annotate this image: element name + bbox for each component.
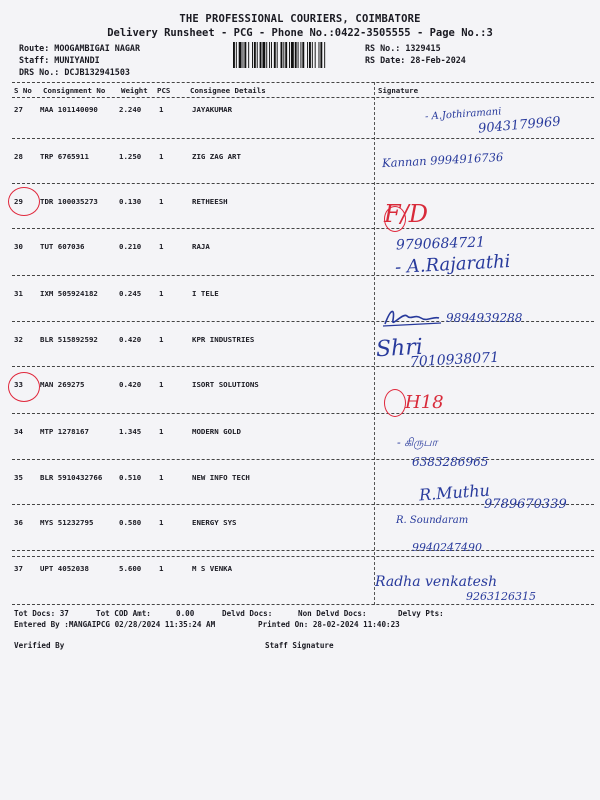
handwritten-signature: R. Soundaram	[396, 515, 469, 526]
cell-weight: 0.130	[119, 197, 142, 206]
cell-consignment-no: TUT 607036	[40, 242, 85, 251]
handwritten-phone: 6383286965	[412, 455, 489, 469]
divider	[12, 97, 594, 98]
handwritten-signature: - A.Rajarathi	[394, 250, 511, 279]
non-delivered-docs: Non Delvd Docs:	[298, 609, 367, 618]
cell-sno: 37	[14, 564, 23, 573]
cell-pcs: 1	[159, 564, 164, 573]
col-header-consignment: Consignment No	[43, 86, 106, 95]
divider	[12, 604, 594, 605]
row-divider	[12, 459, 594, 460]
staff-signature: Staff Signature	[265, 641, 334, 650]
row-divider	[12, 275, 594, 276]
row-divider	[12, 366, 594, 367]
col-header-sno: S No	[14, 86, 32, 95]
total-cod-value: 0.00	[176, 609, 195, 618]
entered-by: Entered By :MANGAIPCG 02/28/2024 11:35:24 AM	[14, 620, 216, 629]
col-header-signature: Signature	[378, 86, 419, 95]
col-header-pcs: PCS	[157, 86, 171, 95]
cell-weight: 0.210	[119, 242, 142, 251]
cell-consignment-no: MYS 51232795	[40, 518, 94, 527]
cell-sno: 35	[14, 473, 23, 482]
cell-consignee: ENERGY SYS	[192, 518, 237, 527]
cell-pcs: 1	[159, 152, 164, 161]
handwritten-phone: 9790684721	[395, 234, 486, 254]
cell-consignment-no: BLR 515892592	[40, 335, 98, 344]
cell-weight: 0.510	[119, 473, 142, 482]
drs-field: DRS No.: DCJB132941503	[19, 67, 130, 77]
barcode-icon	[233, 42, 357, 68]
staff-field: Staff: MUNIYANDI	[19, 55, 100, 65]
cell-consignee: ZIG ZAG ART	[192, 152, 241, 161]
cell-consignee: M S VENKA	[192, 564, 233, 573]
cell-sno: 31	[14, 289, 23, 298]
cell-pcs: 1	[159, 105, 164, 114]
red-circle-mark	[8, 372, 40, 402]
cell-consignment-no: BLR 5910432766	[40, 473, 103, 482]
cell-consignee: JAYAKUMAR	[192, 105, 233, 114]
handwritten-phone: 9894939288	[446, 311, 523, 325]
rs-number: RS No.: 1329415	[365, 43, 441, 53]
cell-pcs: 1	[159, 518, 164, 527]
cell-weight: 0.420	[119, 335, 142, 344]
cell-weight: 1.345	[119, 427, 142, 436]
cell-consignment-no: MTP 1278167	[40, 427, 89, 436]
cell-pcs: 1	[159, 427, 164, 436]
cell-consignment-no: TRP 6765911	[40, 152, 89, 161]
cell-pcs: 1	[159, 242, 164, 251]
row-divider	[12, 413, 594, 414]
handwritten-signature: - A.Jothiramani	[424, 106, 502, 123]
cell-sno: 36	[14, 518, 23, 527]
row-divider	[12, 183, 594, 184]
cell-consignee: RETHEESH	[192, 197, 228, 206]
handwritten-signature: R.Muthu	[418, 480, 491, 505]
cell-consignee: I TELE	[192, 289, 219, 298]
verified-by: Verified By	[14, 641, 65, 650]
red-circle-mark	[8, 187, 40, 216]
handwritten-phone: 9043179969	[477, 114, 562, 137]
cell-sno: 30	[14, 242, 23, 251]
handwritten-phone: 7010938071	[409, 349, 500, 371]
cell-sno: 29	[14, 197, 23, 206]
cell-pcs: 1	[159, 289, 164, 298]
cell-consignment-no: MAN 269275	[40, 380, 85, 389]
col-header-weight: Weight	[121, 86, 148, 95]
cell-weight: 0.245	[119, 289, 142, 298]
cell-consignee: KPR INDUSTRIES	[192, 335, 255, 344]
cell-pcs: 1	[159, 380, 164, 389]
row-divider	[12, 228, 594, 229]
route-field: Route: MOOGAMBIGAI NAGAR	[19, 43, 141, 53]
row-divider	[12, 550, 594, 551]
handwritten-phone: 9789670339	[484, 497, 567, 512]
delivery-points: Delvy Pts:	[398, 609, 444, 618]
row-divider	[12, 556, 594, 557]
handwritten-signature: Radha venkatesh	[375, 574, 498, 590]
rs-date: RS Date: 28-Feb-2024	[365, 55, 466, 65]
cell-sno: 28	[14, 152, 23, 161]
divider	[12, 82, 594, 83]
total-docs: Tot Docs: 37	[14, 609, 69, 618]
cell-weight: 5.600	[119, 564, 142, 573]
company-title: THE PROFESSIONAL COURIERS, COIMBATORE	[179, 13, 421, 25]
handwritten-signature: - கிருபா	[397, 436, 438, 449]
printed-on: Printed On: 28-02-2024 11:40:23	[258, 620, 400, 629]
handwritten-signature: Shri	[375, 334, 424, 363]
handwritten-phone: 9263126315	[466, 590, 536, 603]
cell-weight: 2.240	[119, 105, 142, 114]
cell-consignee: MODERN GOLD	[192, 427, 241, 436]
signature-scribble-icon	[381, 306, 443, 330]
cell-consignment-no: UPT 4052038	[40, 564, 89, 573]
cell-consignee: RAJA	[192, 242, 210, 251]
col-header-consignee: Consignee Details	[190, 86, 266, 95]
cell-pcs: 1	[159, 197, 164, 206]
handwritten-signature: Kannan 9994916736	[381, 149, 504, 171]
cell-sno: 32	[14, 335, 23, 344]
red-circle-mark	[384, 389, 406, 417]
cell-sno: 33	[14, 380, 23, 389]
cell-weight: 0.420	[119, 380, 142, 389]
cell-sno: 27	[14, 105, 23, 114]
red-circle-mark	[384, 206, 406, 232]
handwritten-fd-mark: F/D	[384, 200, 428, 228]
cell-pcs: 1	[159, 335, 164, 344]
runsheet-subtitle: Delivery Runsheet - PCG - Phone No.:0422-3505555 - Page No.:3	[107, 27, 493, 39]
handwritten-h18-mark: H18	[405, 392, 444, 413]
cell-consignment-no: TDR 100035273	[40, 197, 98, 206]
cell-consignment-no: MAA 101140090	[40, 105, 98, 114]
cell-consignee: ISORT SOLUTIONS	[192, 380, 259, 389]
cell-weight: 0.580	[119, 518, 142, 527]
delivered-docs: Delvd Docs:	[222, 609, 273, 618]
cell-weight: 1.250	[119, 152, 142, 161]
cell-consignment-no: IXM 505924182	[40, 289, 98, 298]
cell-pcs: 1	[159, 473, 164, 482]
cell-sno: 34	[14, 427, 23, 436]
total-cod-label: Tot COD Amt:	[96, 609, 151, 618]
handwritten-phone: 9940247490	[412, 541, 482, 554]
cell-consignee: NEW INFO TECH	[192, 473, 250, 482]
row-divider	[12, 138, 594, 139]
